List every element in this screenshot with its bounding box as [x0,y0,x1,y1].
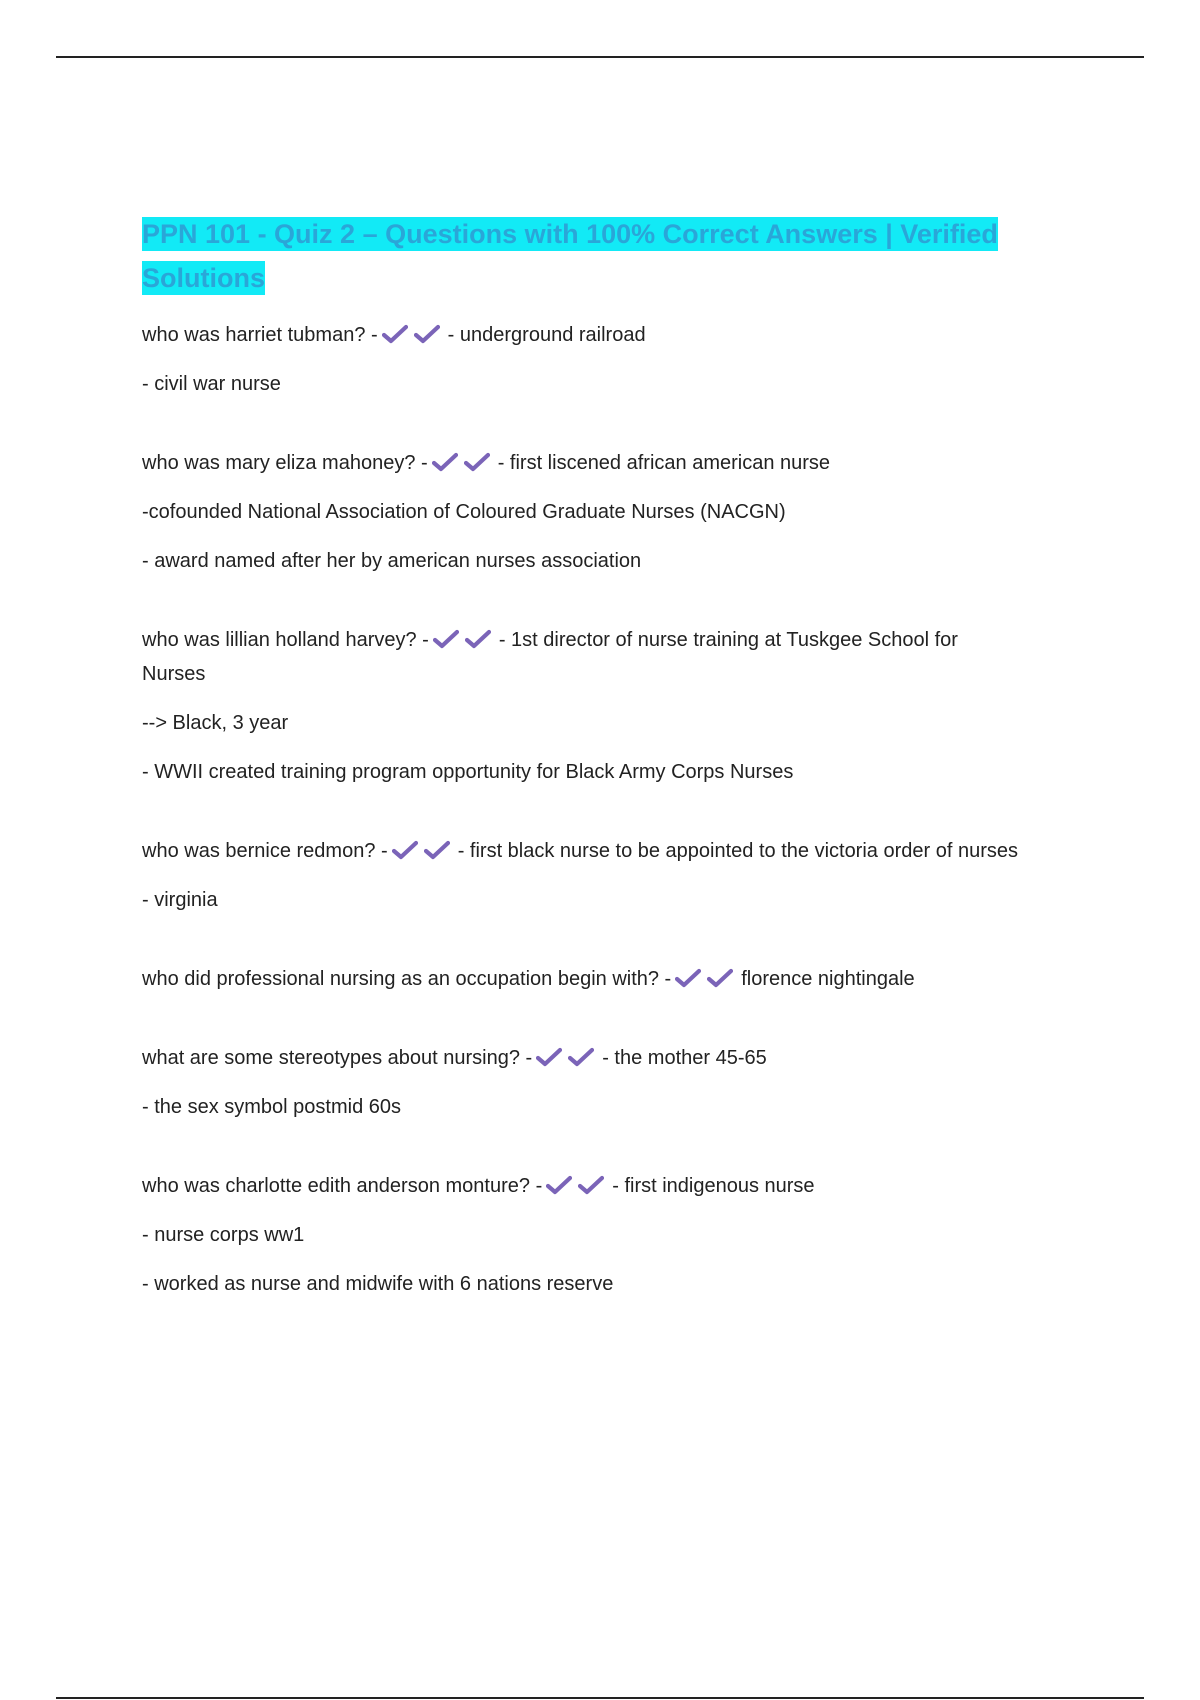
qa-item [142,962,1022,996]
document-title [142,212,1022,300]
verified-checks [675,962,739,996]
question-text: who did professional nursing as an occupation begin with? - [142,968,672,990]
check-icon [392,840,418,860]
check-icon [465,629,491,649]
verified-checks [536,1041,600,1075]
qa-item [142,834,1022,917]
question-text: who was bernice redmon? - [142,840,388,862]
question-text: what are some stereotypes about nursing? - [142,1047,533,1069]
question-line [142,834,1022,868]
check-icon [546,1175,572,1195]
question-line [142,318,1022,352]
check-icon [414,324,440,344]
verified-checks [433,623,497,657]
qa-item [142,318,1022,401]
answer-text: - the mother 45-65 [602,1047,767,1069]
check-icon [707,968,733,988]
qa-item [142,446,1022,578]
qa-item [142,1169,1022,1301]
answer-text: - 1st director of nurse training at Tuskgee School for Nurses [142,629,958,685]
check-icon [433,629,459,649]
answer-text: florence nightingale [741,968,915,990]
answer-text: - first liscened african american nurse [497,452,831,474]
check-icon [568,1047,594,1067]
question-text: who was lillian holland harvey? - [142,629,429,651]
answer-detail-line: -cofounded National Association of Coloured Graduate Nurses (NACGN) [142,501,786,523]
question-line [142,623,1022,691]
answer-text: - first black nurse to be appointed to the victoria order of nurses [457,840,1018,862]
question-line [142,446,1022,480]
answer-detail-line: --> Black, 3 year [142,712,289,734]
question-line [142,962,1022,996]
check-icon [536,1047,562,1067]
header-rule [56,56,1144,58]
question-line [142,1041,1022,1075]
question-line [142,1169,1022,1203]
answer-text: - underground railroad [447,324,646,346]
question-text: who was charlotte edith anderson monture? - [142,1175,543,1197]
answer-detail-line: - virginia [142,889,218,911]
document-title-text: PPN 101 - Quiz 2 – Questions with 100% Correct Answers | Verified Solutions [142,219,998,293]
question-text: who was mary eliza mahoney? - [142,452,428,474]
answer-detail-line: - WWII created training program opportunity for Black Army Corps Nurses [142,761,794,783]
document-body [142,212,1022,1346]
qa-list [142,318,1022,1301]
answer-detail-line: - worked as nurse and midwife with 6 nations reserve [142,1273,614,1295]
answer-text: - first indigenous nurse [612,1175,815,1197]
check-icon [675,968,701,988]
verified-checks [432,446,496,480]
check-icon [464,452,490,472]
qa-item [142,623,1022,789]
verified-checks [546,1169,610,1203]
verified-checks [392,834,456,868]
answer-detail-line: - civil war nurse [142,373,281,395]
question-text: who was harriet tubman? - [142,324,378,346]
answer-detail-line: - the sex symbol postmid 60s [142,1096,401,1118]
footer-rule [56,1697,1144,1699]
verified-checks [382,318,446,352]
answer-detail-line: - nurse corps ww1 [142,1224,305,1246]
answer-detail-line: - award named after her by american nurses association [142,550,642,572]
check-icon [424,840,450,860]
check-icon [578,1175,604,1195]
check-icon [382,324,408,344]
qa-item [142,1041,1022,1124]
check-icon [432,452,458,472]
